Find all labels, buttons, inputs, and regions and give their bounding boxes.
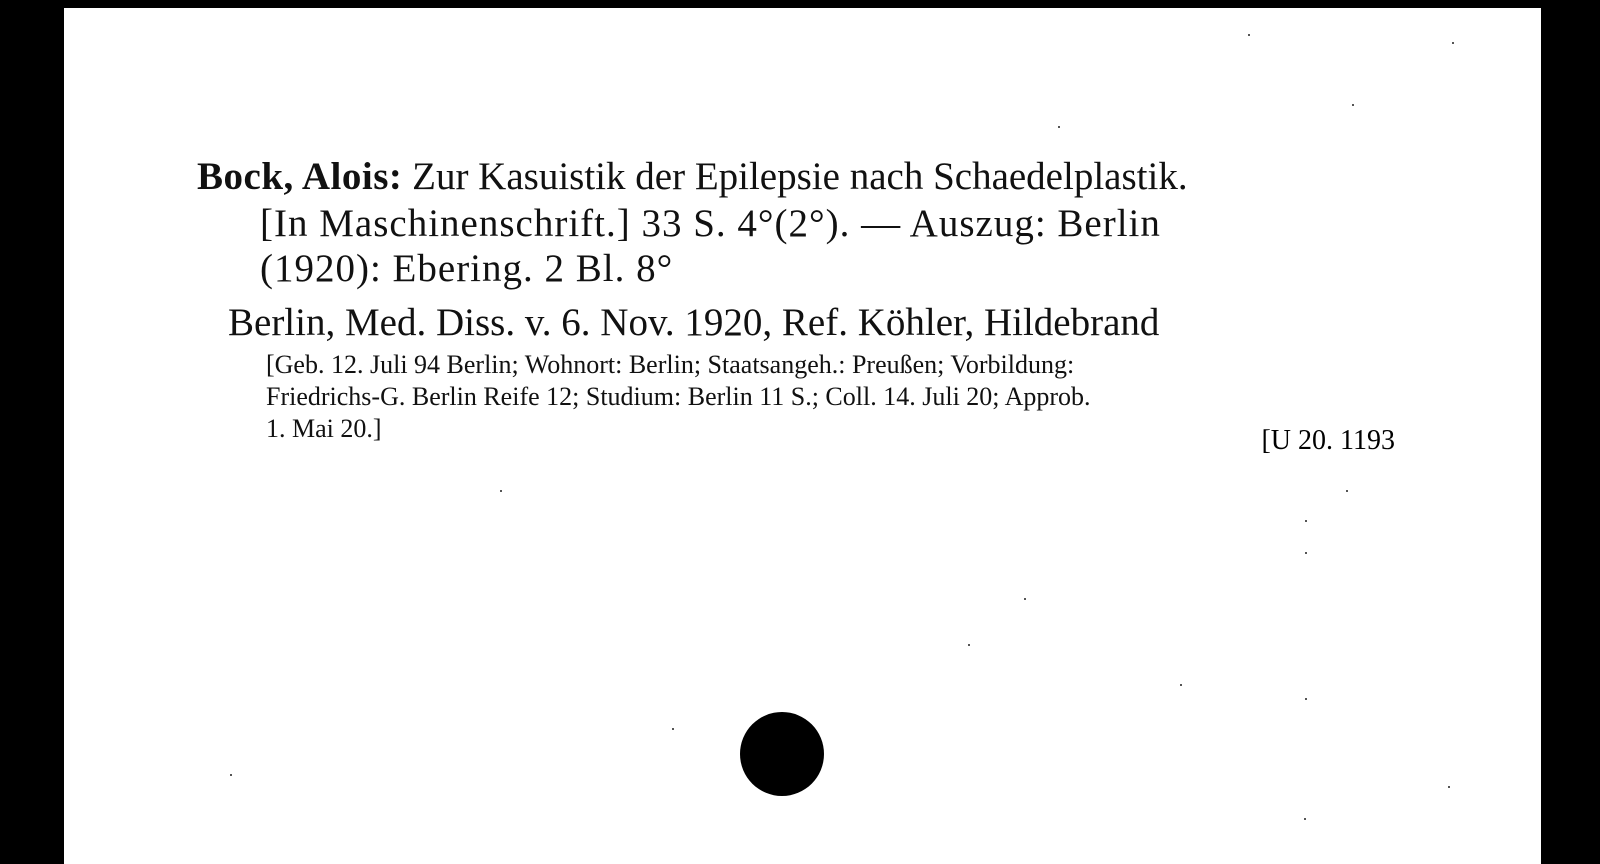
dissertation-line: Berlin, Med. Diss. v. 6. Nov. 1920, Ref. Köhler, Hildebrand — [228, 301, 1160, 344]
publisher-line: (1920): Ebering. 2 Bl. 8° — [260, 247, 674, 290]
speck — [500, 490, 502, 492]
speck — [1180, 684, 1182, 686]
speck — [1248, 34, 1250, 36]
author-name: Bock, Alois: — [197, 155, 403, 198]
bio-line-1: [Geb. 12. Juli 94 Berlin; Wohnort: Berlin; Staatsangeh.: Preußen; Vorbildung: — [266, 350, 1075, 379]
speck — [1305, 552, 1307, 554]
catalog-card — [64, 8, 1541, 864]
speck — [672, 728, 674, 730]
title-line — [197, 154, 1188, 199]
speck — [1058, 126, 1060, 128]
speck — [1304, 818, 1306, 820]
title-text: Zur Kasuistik der Epilepsie nach Schaedelplastik. — [402, 155, 1188, 198]
speck — [1346, 490, 1348, 492]
speck — [968, 644, 970, 646]
speck — [1448, 786, 1450, 788]
call-number: [U 20. 1193 — [1261, 425, 1395, 456]
punch-hole — [740, 712, 824, 796]
speck — [1352, 104, 1354, 106]
bio-line-3: 1. Mai 20.] — [266, 414, 382, 443]
speck — [1024, 598, 1026, 600]
speck — [1452, 42, 1454, 44]
format-line: [In Maschinenschrift.] 33 S. 4°(2°). — Auszug: Berlin — [260, 202, 1161, 245]
bio-line-2: Friedrichs-G. Berlin Reife 12; Studium: Berlin 11 S.; Coll. 14. Juli 20; Approb. — [266, 382, 1091, 411]
speck — [1305, 520, 1307, 522]
card-top-edge — [64, 8, 1541, 11]
speck — [1305, 698, 1307, 700]
speck — [230, 774, 232, 776]
